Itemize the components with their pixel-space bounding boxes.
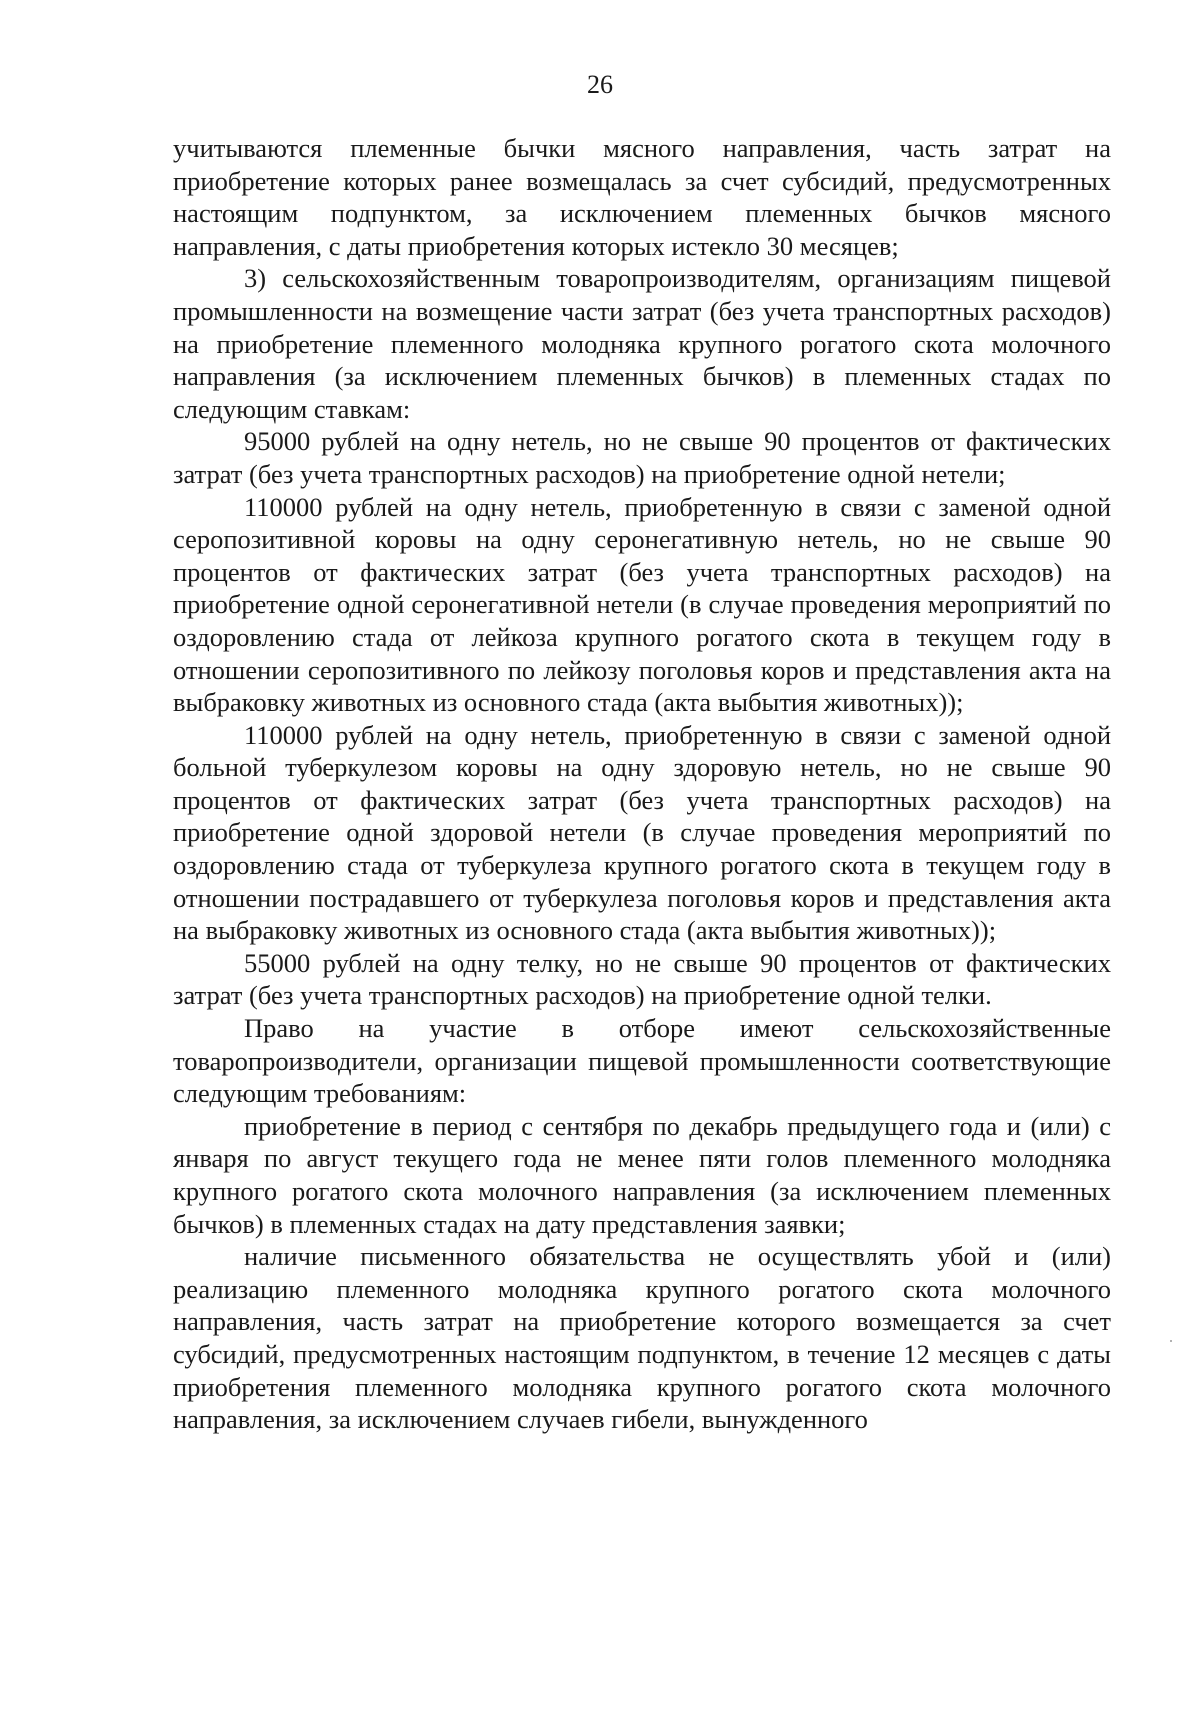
scan-artifact: [1170, 1340, 1172, 1342]
paragraph-requirement-purchase: приобретение в период с сентября по декабрь предыдущего года и (или) с января по август текущего года не менее пяти голов племенного молодняка крупного рогатого скота молочного направления (за исключением племенных бычков) в племенных стадах на дату представления заявки;: [173, 1110, 1111, 1239]
paragraph-eligibility: Право на участие в отборе имеют сельскохозяйственные товаропроизводители, организации пищевой промышленности соответствующие следующим требованиям:: [173, 1013, 1111, 1109]
document-body: [173, 132, 1111, 1436]
paragraph-continuation: учитываются племенные бычки мясного направления, часть затрат на приобретение которых ранее возмещалась за счет субсидий, предусмотренных настоящим подпунктом, за исключением племенных бычков мясного направления, с даты приобретения которых истекло 30 месяцев;: [173, 133, 1111, 261]
paragraph-rate-95000: 95000 рублей на одну нетель, но не свыше 90 процентов от фактических затрат (без учета транспортных расходов) на приобретение одной нетели;: [173, 426, 1111, 489]
paragraph-requirement-obligation: наличие письменного обязательства не осуществлять убой и (или) реализацию племенного молодняка крупного рогатого скота молочного направления, часть затрат на приобретение которого возмещается за счет субсидий, предусмотренных настоящим подпунктом, в течение 12 месяцев с даты приобретения племенного молодняка крупного рогатого скота молочного направления, за исключением случаев гибели, вынужденного: [173, 1241, 1111, 1435]
paragraph-item-3: 3) сельскохозяйственным товаропроизводителям, организациям пищевой промышленности на возмещение части затрат (без учета транспортных расходов) на приобретение племенного молодняка крупного рогатого скота молочного направления (за исключением племенных бычков) в племенных стадах по следующим ставкам:: [173, 263, 1111, 424]
paragraph-rate-110000-leukosis: 110000 рублей на одну нетель, приобретенную в связи с заменой одной серопозитивной коровы на одну серонегативную нетель, но не свыше 90 процентов от фактических затрат (без учета транспортных расходов) на приобретение одной серонегативной нетели (в случае проведения мероприятий по оздоровлению стада от лейкоза крупного рогатого скота в текущем году в отношении серопозитивного по лейкозу поголовья коров и представления акта на выбраковку животных из основного стада (акта выбытия животных));: [173, 491, 1111, 718]
paragraph-rate-110000-tuberculosis: 110000 рублей на одну нетель, приобретенную в связи с заменой одной больной туберкулезом коровы на одну здоровую нетель, но не свыше 90 процентов от фактических затрат (без учета транспортных расходов) на приобретение одной здоровой нетели (в случае проведения мероприятий по оздоровлению стада от туберкулеза крупного рогатого скота в текущем году в отношении пострадавшего от туберкулеза поголовья коров и представления акта на выбраковку животных из основного стада (акта выбытия животных));: [173, 719, 1111, 946]
paragraph-rate-55000: 55000 рублей на одну телку, но не свыше 90 процентов от фактических затрат (без учета транспортных расходов) на приобретение одной телки.: [173, 947, 1111, 1011]
page-number: 26: [587, 70, 613, 99]
